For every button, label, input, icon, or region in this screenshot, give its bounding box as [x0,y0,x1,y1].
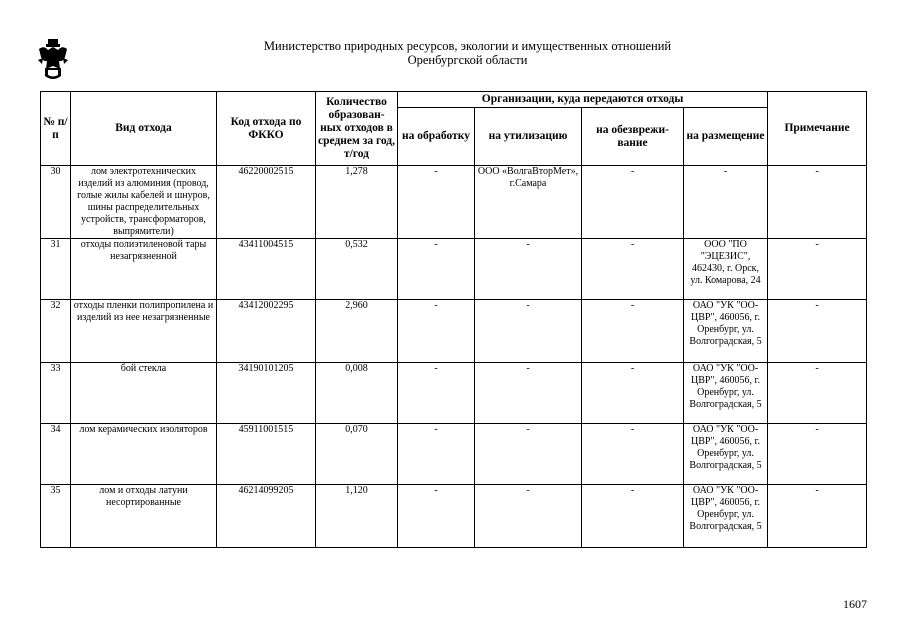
row-num-cell: 33 [41,363,71,424]
page-number: 1607 [843,597,867,611]
note-cell: - [768,239,867,300]
header-waste-type: Вид отхода [71,92,217,166]
processing-org-cell: - [398,485,475,548]
waste-type-cell: бой стекла [71,363,217,424]
note-cell: - [768,363,867,424]
header-organizations: Организации, куда передаются отходы [398,92,768,108]
table-row [41,424,867,485]
note-cell: - [768,300,867,363]
waste-amount-cell: 0,532 [316,239,398,300]
placement-org-cell: - [684,166,768,239]
row-num-cell: 31 [41,239,71,300]
header-code: Код отхода по ФККО [217,92,316,166]
waste-type-cell: лом и отходы латуни несортированные [71,485,217,548]
processing-org-cell: - [398,424,475,485]
placement-org-cell: ООО "ПО "ЭЦЕЗИС", 462430, г. Орск, ул. Комарова, 24 [684,239,768,300]
processing-org-cell: - [398,239,475,300]
processing-org-cell: - [398,363,475,424]
waste-code-cell: 43411004515 [217,239,316,300]
utilization-org-cell: ООО «ВолгаВторМет», г.Самара [475,166,582,239]
table-row [41,485,867,548]
placement-org-cell: ОАО "УК "ОО-ЦВР", 460056, г. Оренбург, ул. Волгоградская, 5 [684,300,768,363]
utilization-org-cell: - [475,424,582,485]
waste-amount-cell: 1,120 [316,485,398,548]
table-row [41,239,867,300]
placement-org-cell: ОАО "УК "ОО-ЦВР", 460056, г. Оренбург, ул. Волгоградская, 5 [684,424,768,485]
table-row [41,166,867,239]
header-line-2: Оренбургской области [407,53,528,67]
table-row [41,363,867,424]
waste-code-cell: 46214099205 [217,485,316,548]
waste-amount-cell: 0,070 [316,424,398,485]
waste-amount-cell: 0,008 [316,363,398,424]
processing-org-cell: - [398,300,475,363]
header-placement: на размещение [684,108,768,166]
coat-of-arms-icon [36,38,70,82]
waste-code-cell: 34190101205 [217,363,316,424]
header-processing: на обработку [398,108,475,166]
header-neutralization: на обезврежи-вание [582,108,684,166]
header-utilization: на утилизацию [475,108,582,166]
utilization-org-cell: - [475,300,582,363]
utilization-org-cell: - [475,239,582,300]
waste-type-cell: отходы пленки полипропилена и изделий из нее незагрязненные [71,300,217,363]
header-note: Примечание [768,92,867,166]
neutralization-org-cell: - [582,239,684,300]
ministry-header [200,39,735,67]
utilization-org-cell: - [475,485,582,548]
note-cell: - [768,424,867,485]
table-row [41,300,867,363]
row-num-cell: 34 [41,424,71,485]
row-num-cell: 30 [41,166,71,239]
header-line-1: Министерство природных ресурсов, экологии и имущественных отношений [263,39,672,53]
waste-table [40,91,867,548]
note-cell: - [768,166,867,239]
row-num-cell: 32 [41,300,71,363]
placement-org-cell: ОАО "УК "ОО-ЦВР", 460056, г. Оренбург, ул. Волгоградская, 5 [684,363,768,424]
header-amount: Количество образован-ных отходов в среднем за год, т/год [316,92,398,166]
waste-code-cell: 46220002515 [217,166,316,239]
table-body [41,166,867,548]
waste-amount-cell: 1,278 [316,166,398,239]
utilization-org-cell: - [475,363,582,424]
placement-org-cell: ОАО "УК "ОО-ЦВР", 460056, г. Оренбург, ул. Волгоградская, 5 [684,485,768,548]
waste-type-cell: лом электротехнических изделий из алюминия (провод, голые жилы кабелей и шнуров, шины распределительных устройств, трансформаторов, выпрямители) [71,166,217,239]
waste-code-cell: 45911001515 [217,424,316,485]
neutralization-org-cell: - [582,166,684,239]
note-cell: - [768,485,867,548]
waste-type-cell: отходы полиэтиленовой тары незагрязненной [71,239,217,300]
row-num-cell: 35 [41,485,71,548]
neutralization-org-cell: - [582,424,684,485]
waste-code-cell: 43412002295 [217,300,316,363]
neutralization-org-cell: - [582,363,684,424]
processing-org-cell: - [398,166,475,239]
neutralization-org-cell: - [582,300,684,363]
waste-type-cell: лом керамических изоляторов [71,424,217,485]
neutralization-org-cell: - [582,485,684,548]
header-num: № п/п [41,92,71,166]
waste-amount-cell: 2,960 [316,300,398,363]
